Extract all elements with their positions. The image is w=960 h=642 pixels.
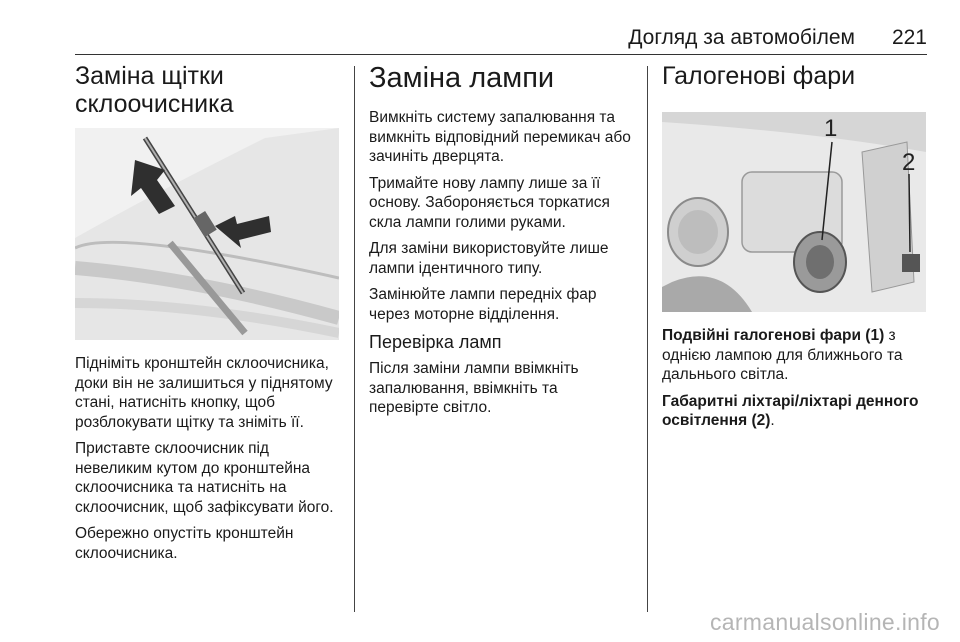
- bulb-check-subheading: Перевірка ламп: [369, 332, 502, 352]
- headlamp-illustration: [662, 112, 926, 312]
- wiper-heading-line1: Заміна щітки: [75, 62, 224, 90]
- bulb-step-3: Для заміни використовуйте лише лампи ідентичного типу.: [369, 240, 609, 277]
- header-title: Догляд за автомобілем: [628, 26, 855, 49]
- page-header: [75, 26, 927, 50]
- halogen-desc-2-rest: .: [770, 412, 775, 429]
- page-number: 221: [891, 26, 927, 49]
- halogen-heading: Галогенові фари: [662, 62, 856, 90]
- bulb-step-2: Тримайте нову лампу лише за її основу. Забороняється торкатися скла лампи голими руками.: [369, 174, 610, 231]
- column-bulb: [369, 62, 631, 425]
- halogen-desc-2-bold: Габаритні ліхтарі/ліхтарі денного освітлення (2): [662, 392, 919, 429]
- wiper-step-3: Обережно опустіть кронштейн склоочисника.: [75, 525, 294, 562]
- wiper-step-1: Підніміть кронштейн склоочисника, доки він не залишиться у піднятому стані, натисніть кнопку, щоб розблокувати щітку та зніміть її.: [75, 355, 333, 431]
- halogen-desc-1-bold: Подвійні галогенові фари (1): [662, 327, 885, 344]
- bulb-step-1: Вимкніть систему запалювання та вимкніть відповідний перемикач або зачиніть дверцята.: [369, 109, 631, 165]
- wiper-heading-line2: склоочисника: [75, 90, 234, 118]
- wiper-heading: [75, 62, 343, 118]
- header-rule: [75, 54, 927, 55]
- callout-2: 2: [902, 149, 916, 176]
- bulb-heading: Заміна лампи: [369, 62, 555, 94]
- halogen-desc-1: [662, 326, 926, 385]
- halogen-desc-1-rest: з однією лампою для ближнього та дальнього світла.: [662, 327, 903, 383]
- column-halogen: [662, 62, 926, 438]
- callout-1: 1: [824, 115, 838, 142]
- bulb-check-text: Після заміни лампи ввімкніть запалювання, ввімкніть та перевірте світло.: [369, 360, 579, 416]
- wiper-illustration: [75, 128, 339, 340]
- bulb-step-4: Замінюйте лампи передніх фар через моторне відділення.: [369, 286, 597, 323]
- column-wiper: [75, 62, 343, 570]
- column-divider-1: [354, 66, 355, 612]
- column-divider-2: [647, 66, 648, 612]
- watermark: carmanualsonline.info: [709, 609, 940, 635]
- halogen-desc-2: [662, 392, 926, 431]
- wiper-step-2: Приставте склоочисник під невеликим кутом до кронштейна склоочисника та натисніть на склоочисник, щоб зафіксувати його.: [75, 440, 334, 516]
